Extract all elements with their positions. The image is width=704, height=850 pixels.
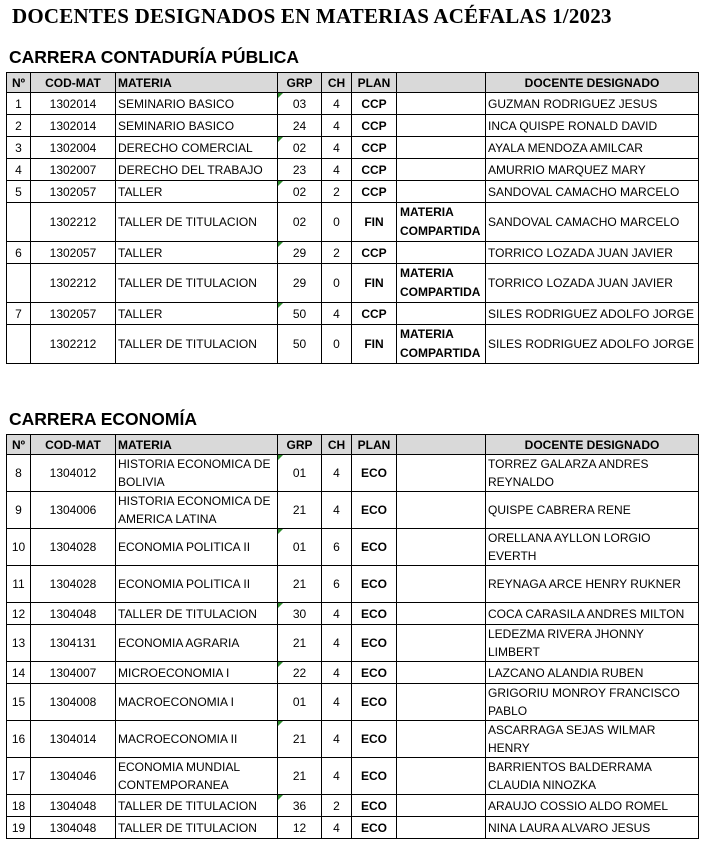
cell-plan: ECO <box>352 817 397 839</box>
cell-ch: 4 <box>322 93 352 115</box>
cell-cod-mat: 1304048 <box>31 603 116 625</box>
cell-plan: ECO <box>352 721 397 758</box>
cell-plan: CCP <box>352 115 397 137</box>
cell-grp: 50 <box>278 325 322 364</box>
cell-materia: TALLER <box>116 303 278 325</box>
header-docente: DOCENTE DESIGNADO <box>486 73 699 93</box>
cell-plan: ECO <box>352 758 397 795</box>
cell-num: 13 <box>7 625 31 662</box>
cell-cod-mat: 1302212 <box>31 264 116 303</box>
cell-grp: 21 <box>278 625 322 662</box>
cell-materia: TALLER DE TITULACION <box>116 603 278 625</box>
cell-note <box>397 603 486 625</box>
cell-ch: 2 <box>322 795 352 817</box>
cell-cod-mat: 1304014 <box>31 721 116 758</box>
cell-num: 6 <box>7 242 31 264</box>
cell-docente: GRIGORIU MONROY FRANCISCO PABLO <box>486 684 699 721</box>
table-row <box>7 603 699 625</box>
cell-grp: 21 <box>278 566 322 603</box>
header-docente: DOCENTE DESIGNADO <box>486 435 699 455</box>
cell-docente: ASCARRAGA SEJAS WILMAR HENRY <box>486 721 699 758</box>
cell-num: 10 <box>7 529 31 566</box>
cell-grp: 02 <box>278 203 322 242</box>
header-materia: MATERIA <box>116 73 278 93</box>
cell-note <box>397 242 486 264</box>
cell-ch: 4 <box>322 137 352 159</box>
cell-ch: 0 <box>322 203 352 242</box>
cell-ch: 4 <box>322 455 352 492</box>
cell-num: 1 <box>7 93 31 115</box>
cell-num: 3 <box>7 137 31 159</box>
cell-ch: 4 <box>322 159 352 181</box>
cell-grp: 02 <box>278 137 322 159</box>
cell-materia: TALLER DE TITULACION <box>116 325 278 364</box>
cell-docente: QUISPE CABRERA RENE <box>486 492 699 529</box>
cell-note <box>397 115 486 137</box>
cell-plan: CCP <box>352 242 397 264</box>
cell-materia: ECONOMIA POLITICA II <box>116 566 278 603</box>
cell-docente: REYNAGA ARCE HENRY RUKNER <box>486 566 699 603</box>
cell-cod-mat: 1302212 <box>31 203 116 242</box>
cell-plan: ECO <box>352 566 397 603</box>
table-row <box>7 684 699 721</box>
cell-ch: 0 <box>322 325 352 364</box>
cell-materia: TALLER <box>116 181 278 203</box>
cell-ch: 6 <box>322 529 352 566</box>
cell-cod-mat: 1302014 <box>31 93 116 115</box>
cell-docente: COCA CARASILA ANDRES MILTON <box>486 603 699 625</box>
cell-num: 4 <box>7 159 31 181</box>
cell-cod-mat: 1302057 <box>31 181 116 203</box>
cell-plan: ECO <box>352 662 397 684</box>
cell-materia: DERECHO DEL TRABAJO <box>116 159 278 181</box>
cell-num: 16 <box>7 721 31 758</box>
table-row <box>7 817 699 839</box>
cell-cod-mat: 1302057 <box>31 303 116 325</box>
cell-note <box>397 625 486 662</box>
header-cod-mat: COD-MAT <box>31 73 116 93</box>
cell-num: 2 <box>7 115 31 137</box>
header-ch: CH <box>322 73 352 93</box>
cell-materia: DERECHO COMERCIAL <box>116 137 278 159</box>
cell-docente: AYALA MENDOZA AMILCAR <box>486 137 699 159</box>
cell-docente: ARAUJO COSSIO ALDO ROMEL <box>486 795 699 817</box>
header-grp: GRP <box>278 73 322 93</box>
cell-plan: CCP <box>352 303 397 325</box>
table-row <box>7 181 699 203</box>
cell-num <box>7 325 31 364</box>
cell-cod-mat: 1304048 <box>31 817 116 839</box>
cell-grp: 01 <box>278 684 322 721</box>
cell-note: MATERIA COMPARTIDA <box>397 325 486 364</box>
cell-plan: ECO <box>352 625 397 662</box>
cell-docente: GUZMAN RODRIGUEZ JESUS <box>486 93 699 115</box>
header-ch: CH <box>322 435 352 455</box>
header-grp: GRP <box>278 435 322 455</box>
table-row <box>7 325 699 364</box>
cell-docente: TORRICO LOZADA JUAN JAVIER <box>486 242 699 264</box>
cell-note <box>397 181 486 203</box>
cell-note <box>397 303 486 325</box>
page-title: DOCENTES DESIGNADOS EN MATERIAS ACÉFALAS 1/2023 <box>12 4 612 28</box>
table-row <box>7 242 699 264</box>
table-row <box>7 93 699 115</box>
cell-docente: TORREZ GALARZA ANDRES REYNALDO <box>486 455 699 492</box>
cell-note <box>397 492 486 529</box>
cell-plan: CCP <box>352 93 397 115</box>
cell-note <box>397 159 486 181</box>
cell-grp: 23 <box>278 159 322 181</box>
cell-grp: 02 <box>278 181 322 203</box>
cell-docente: LEDEZMA RIVERA JHONNY LIMBERT <box>486 625 699 662</box>
cell-grp: 21 <box>278 758 322 795</box>
table-row <box>7 492 699 529</box>
cell-num: 19 <box>7 817 31 839</box>
cell-num: 8 <box>7 455 31 492</box>
cell-ch: 2 <box>322 242 352 264</box>
cell-note <box>397 721 486 758</box>
cell-grp: 22 <box>278 662 322 684</box>
cell-ch: 4 <box>322 758 352 795</box>
cell-docente: NINA LAURA ALVARO JESUS <box>486 817 699 839</box>
cell-grp: 50 <box>278 303 322 325</box>
cell-ch: 2 <box>322 181 352 203</box>
cell-cod-mat: 1304131 <box>31 625 116 662</box>
cell-ch: 4 <box>322 303 352 325</box>
header-cod-mat: COD-MAT <box>31 435 116 455</box>
cell-num: 5 <box>7 181 31 203</box>
cell-docente: SANDOVAL CAMACHO MARCELO <box>486 203 699 242</box>
cell-materia: TALLER DE TITULACION <box>116 203 278 242</box>
section-title-economia: CARRERA ECONOMÍA <box>9 409 197 429</box>
cell-num: 11 <box>7 566 31 603</box>
table-row <box>7 159 699 181</box>
cell-docente: SILES RODRIGUEZ ADOLFO JORGE <box>486 325 699 364</box>
cell-note <box>397 137 486 159</box>
cell-ch: 4 <box>322 817 352 839</box>
cell-plan: FIN <box>352 203 397 242</box>
cell-grp: 01 <box>278 455 322 492</box>
table-row <box>7 203 699 242</box>
cell-note <box>397 817 486 839</box>
header-num: Nº <box>7 73 31 93</box>
cell-docente: ORELLANA AYLLON LORGIO EVERTH <box>486 529 699 566</box>
cell-materia: HISTORIA ECONOMICA DE BOLIVIA <box>116 455 278 492</box>
cell-docente: SANDOVAL CAMACHO MARCELO <box>486 181 699 203</box>
cell-note <box>397 93 486 115</box>
cell-cod-mat: 1302004 <box>31 137 116 159</box>
cell-docente: TORRICO LOZADA JUAN JAVIER <box>486 264 699 303</box>
cell-cod-mat: 1302014 <box>31 115 116 137</box>
header-materia: MATERIA <box>116 435 278 455</box>
cell-plan: CCP <box>352 137 397 159</box>
cell-note <box>397 529 486 566</box>
cell-plan: FIN <box>352 264 397 303</box>
cell-note <box>397 566 486 603</box>
cell-plan: ECO <box>352 455 397 492</box>
cell-materia: ECONOMIA MUNDIAL CONTEMPORANEA <box>116 758 278 795</box>
cell-plan: FIN <box>352 325 397 364</box>
cell-cod-mat: 1304008 <box>31 684 116 721</box>
cell-num: 7 <box>7 303 31 325</box>
cell-note <box>397 662 486 684</box>
cell-materia: TALLER DE TITULACION <box>116 817 278 839</box>
cell-note <box>397 795 486 817</box>
cell-num: 15 <box>7 684 31 721</box>
table-row <box>7 625 699 662</box>
cell-grp: 21 <box>278 721 322 758</box>
cell-materia: HISTORIA ECONOMICA DE AMERICA LATINA <box>116 492 278 529</box>
table-row <box>7 529 699 566</box>
cell-materia: TALLER DE TITULACION <box>116 264 278 303</box>
cell-materia: MICROECONOMIA I <box>116 662 278 684</box>
cell-grp: 29 <box>278 242 322 264</box>
cell-docente: INCA QUISPE RONALD DAVID <box>486 115 699 137</box>
cell-note <box>397 758 486 795</box>
cell-plan: ECO <box>352 684 397 721</box>
cell-grp: 36 <box>278 795 322 817</box>
cell-note <box>397 684 486 721</box>
cell-ch: 4 <box>322 492 352 529</box>
cell-plan: ECO <box>352 795 397 817</box>
cell-cod-mat: 1304012 <box>31 455 116 492</box>
cell-cod-mat: 1304046 <box>31 758 116 795</box>
cell-num: 18 <box>7 795 31 817</box>
cell-materia: TALLER DE TITULACION <box>116 795 278 817</box>
cell-grp: 12 <box>278 817 322 839</box>
cell-note <box>397 455 486 492</box>
cell-docente: AMURRIO MARQUEZ MARY <box>486 159 699 181</box>
cell-ch: 0 <box>322 264 352 303</box>
cell-plan: ECO <box>352 603 397 625</box>
cell-docente: BARRIENTOS BALDERRAMA CLAUDIA NINOZKA <box>486 758 699 795</box>
table-row <box>7 303 699 325</box>
table-row <box>7 795 699 817</box>
cell-ch: 4 <box>322 625 352 662</box>
cell-grp: 03 <box>278 93 322 115</box>
table-row <box>7 758 699 795</box>
table-row <box>7 455 699 492</box>
header-extra <box>397 435 486 455</box>
cell-cod-mat: 1304007 <box>31 662 116 684</box>
cell-cod-mat: 1302007 <box>31 159 116 181</box>
cell-grp: 01 <box>278 529 322 566</box>
cell-grp: 30 <box>278 603 322 625</box>
cell-docente: LAZCANO ALANDIA RUBEN <box>486 662 699 684</box>
table-header-row <box>7 435 699 455</box>
cell-cod-mat: 1304048 <box>31 795 116 817</box>
cell-ch: 4 <box>322 684 352 721</box>
cell-ch: 4 <box>322 721 352 758</box>
cell-cod-mat: 1302212 <box>31 325 116 364</box>
cell-ch: 4 <box>322 662 352 684</box>
cell-note: MATERIA COMPARTIDA <box>397 264 486 303</box>
cell-materia: SEMINARIO BASICO <box>116 115 278 137</box>
cell-materia: TALLER <box>116 242 278 264</box>
table-row <box>7 721 699 758</box>
cell-cod-mat: 1304028 <box>31 566 116 603</box>
cell-cod-mat: 1304028 <box>31 529 116 566</box>
section-title-contaduria: CARRERA CONTADURÍA PÚBLICA <box>9 47 300 67</box>
table-economia <box>6 434 699 839</box>
cell-materia: MACROECONOMIA I <box>116 684 278 721</box>
cell-num: 9 <box>7 492 31 529</box>
cell-num: 14 <box>7 662 31 684</box>
header-num: Nº <box>7 435 31 455</box>
cell-ch: 4 <box>322 603 352 625</box>
cell-materia: MACROECONOMIA II <box>116 721 278 758</box>
table-row <box>7 662 699 684</box>
table-header-row <box>7 73 699 93</box>
cell-plan: ECO <box>352 492 397 529</box>
cell-num <box>7 264 31 303</box>
cell-num: 17 <box>7 758 31 795</box>
table-row <box>7 137 699 159</box>
cell-docente: SILES RODRIGUEZ ADOLFO JORGE <box>486 303 699 325</box>
table-row <box>7 566 699 603</box>
cell-plan: ECO <box>352 529 397 566</box>
cell-num <box>7 203 31 242</box>
table-row <box>7 115 699 137</box>
cell-cod-mat: 1302057 <box>31 242 116 264</box>
cell-materia: ECONOMIA POLITICA II <box>116 529 278 566</box>
header-extra <box>397 73 486 93</box>
cell-grp: 29 <box>278 264 322 303</box>
cell-plan: CCP <box>352 181 397 203</box>
cell-cod-mat: 1304006 <box>31 492 116 529</box>
cell-materia: ECONOMIA AGRARIA <box>116 625 278 662</box>
cell-grp: 21 <box>278 492 322 529</box>
cell-note: MATERIA COMPARTIDA <box>397 203 486 242</box>
header-plan: PLAN <box>352 435 397 455</box>
cell-ch: 6 <box>322 566 352 603</box>
table-row <box>7 264 699 303</box>
cell-plan: CCP <box>352 159 397 181</box>
cell-grp: 24 <box>278 115 322 137</box>
table-contaduria <box>6 72 699 364</box>
cell-ch: 4 <box>322 115 352 137</box>
cell-num: 12 <box>7 603 31 625</box>
header-plan: PLAN <box>352 73 397 93</box>
cell-materia: SEMINARIO BASICO <box>116 93 278 115</box>
